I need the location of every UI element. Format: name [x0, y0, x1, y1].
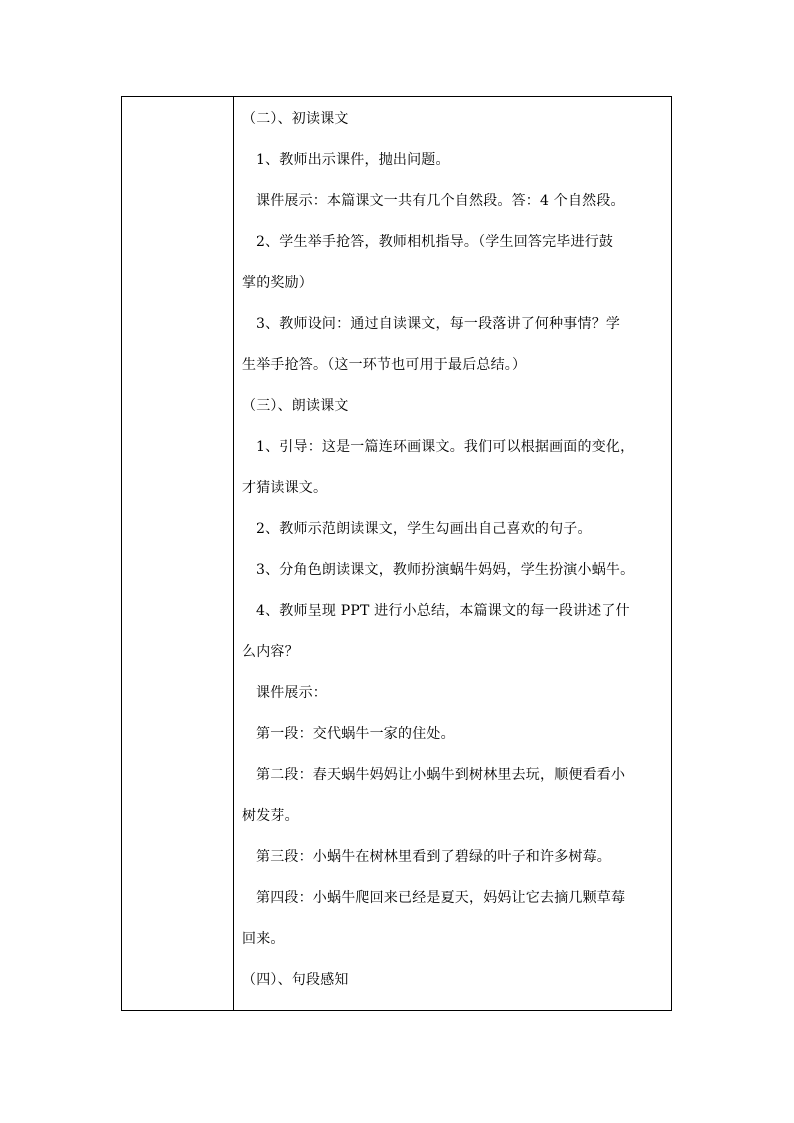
text-line: 3、教师设问：通过自读课文，每一段落讲了何种事情？学: [256, 316, 621, 332]
text-line: 么内容？: [242, 644, 299, 660]
text-line: 掌的奖励）: [242, 275, 313, 291]
text-line: 2、学生举手抢答，教师相机指导。（学生回答完毕进行鼓: [256, 234, 614, 250]
text-line: 3、分角色朗读课文，教师扮演蜗牛妈妈，学生扮演小蜗牛。: [256, 562, 635, 578]
text-line: 1、引导：这是一篇连环画课文。我们可以根据画面的变化，: [256, 439, 635, 455]
text-line: 课件展示：本篇课文一共有几个自然段。答：4 个自然段。: [256, 193, 625, 209]
text-line: 才猜读课文。: [242, 480, 328, 496]
text-line: 1、教师出示课件，抛出问题。: [256, 152, 450, 168]
section-heading-reading: （二）、初读课文: [242, 111, 349, 127]
text-line: 第一段：交代蜗牛一家的住处。: [256, 726, 455, 742]
text-line: 课件展示：: [256, 685, 327, 701]
text-line: 2、教师示范朗读课文，学生勾画出自己喜欢的句子。: [256, 521, 592, 537]
table-right-column: [234, 97, 671, 1010]
section-heading-read-aloud: （三）、朗读课文: [242, 398, 349, 414]
text-line: 第二段：春天蜗牛妈妈让小蜗牛到树林里去玩，顺便看看小: [256, 767, 626, 783]
text-line: 生举手抢答。（这一环节也可用于最后总结。）: [242, 357, 527, 373]
text-line: 第三段：小蜗牛在树林里看到了碧绿的叶子和许多树莓。: [256, 849, 611, 865]
section-heading-sentence: （四）、句段感知: [242, 972, 349, 988]
text-line: 4、教师呈现 PPT 进行小总结，本篇课文的每一段讲述了什: [256, 603, 630, 619]
lesson-table: [121, 96, 672, 1011]
text-line: 回来。: [242, 931, 285, 947]
table-left-column: [122, 97, 234, 1010]
text-line: 树发芽。: [242, 808, 299, 824]
text-line: 第四段：小蜗牛爬回来已经是夏天，妈妈让它去摘几颗草莓: [256, 890, 626, 906]
